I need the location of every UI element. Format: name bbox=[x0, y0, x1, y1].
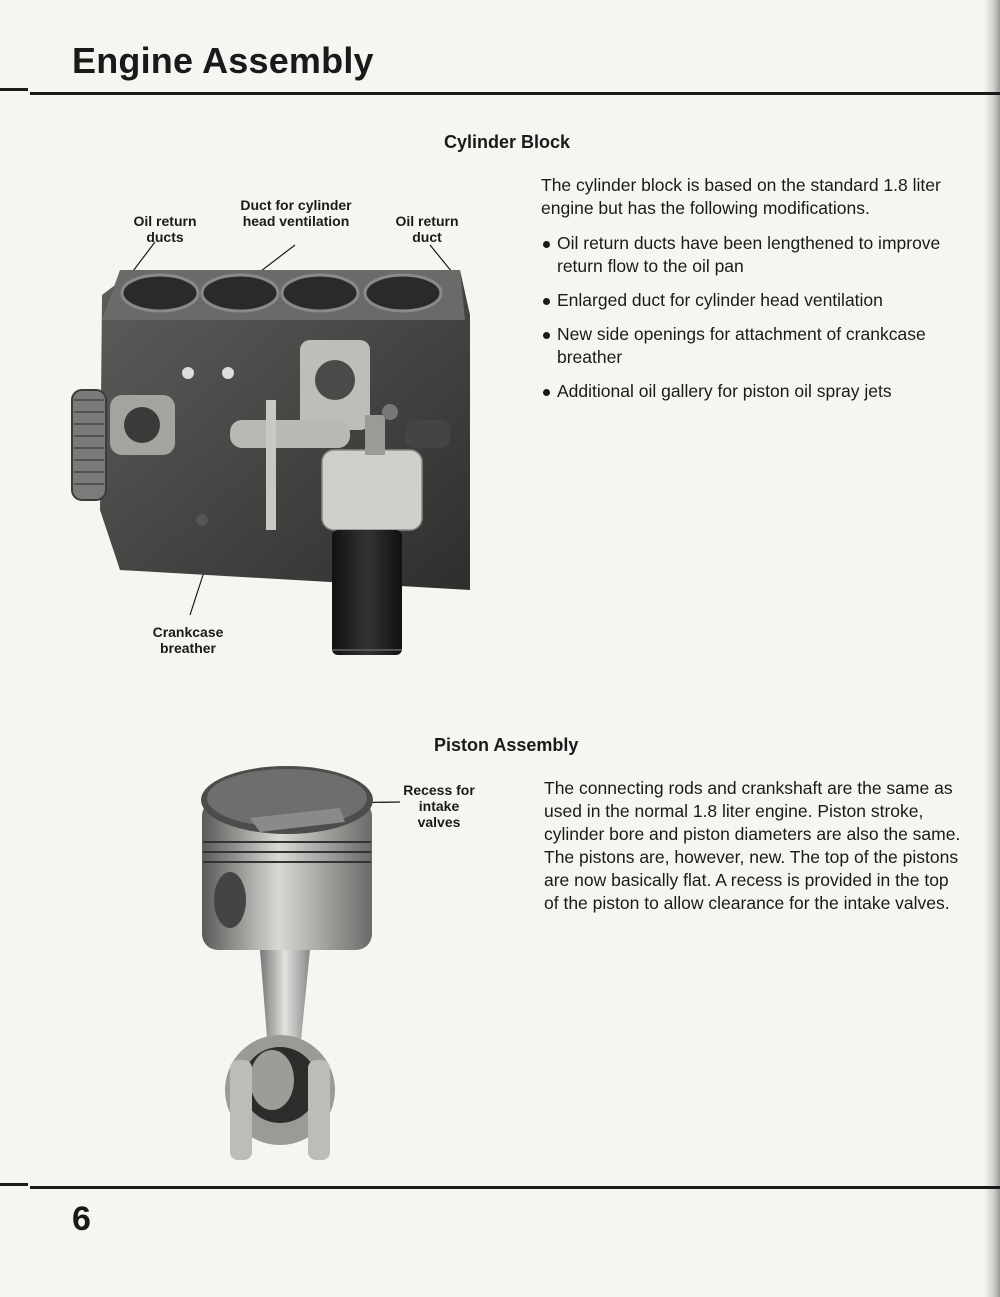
page-title: Engine Assembly bbox=[72, 40, 374, 81]
cylinder-block-intro: The cylinder block is based on the standard 1.8 liter engine but has the following modifications. bbox=[541, 175, 941, 218]
bullet-dot bbox=[543, 298, 550, 305]
callout-recess-intake-valves: Recess for intake valves bbox=[403, 782, 475, 830]
modifications-list bbox=[541, 232, 961, 414]
modification-item: Oil return ducts have been lengthened to improve return flow to the oil pan bbox=[541, 232, 961, 278]
cylinder-block-heading: Cylinder Block bbox=[444, 132, 571, 152]
callout-duct-ventilation: Duct for cylinder head ventilation bbox=[240, 197, 352, 229]
page-edge-shadow bbox=[984, 0, 1000, 1297]
margin-tick-bottom bbox=[0, 1183, 28, 1186]
piston-assembly-heading: Piston Assembly bbox=[434, 735, 579, 755]
page-number: 6 bbox=[72, 1200, 91, 1238]
header-rule bbox=[30, 92, 1000, 95]
cylinder-block-photo bbox=[60, 190, 500, 670]
bullet-dot bbox=[543, 332, 550, 339]
callout-oil-return-ducts: Oil return ducts bbox=[133, 213, 197, 245]
margin-tick-top bbox=[0, 88, 28, 91]
footer-rule bbox=[30, 1186, 1000, 1189]
modification-item: New side openings for attachment of crankcase breather bbox=[541, 323, 961, 369]
modification-item: Additional oil gallery for piston oil spray jets bbox=[541, 380, 961, 403]
modification-item: Enlarged duct for cylinder head ventilation bbox=[541, 289, 961, 312]
bullet-dot bbox=[543, 241, 550, 248]
piston-assembly-body: The connecting rods and crankshaft are the same as used in the normal 1.8 liter engine. Piston stroke, cylinder bore and piston diameters are also the same. The pistons are, however, new. The top of the pistons are now basically flat. A recess is provided in the top of the piston to allow clearance for the intake valves. bbox=[544, 778, 961, 913]
callout-oil-return-duct: Oil return duct bbox=[395, 213, 459, 245]
callout-crankcase-breather: Crankcase breather bbox=[152, 624, 224, 656]
bullet-dot bbox=[543, 389, 550, 396]
